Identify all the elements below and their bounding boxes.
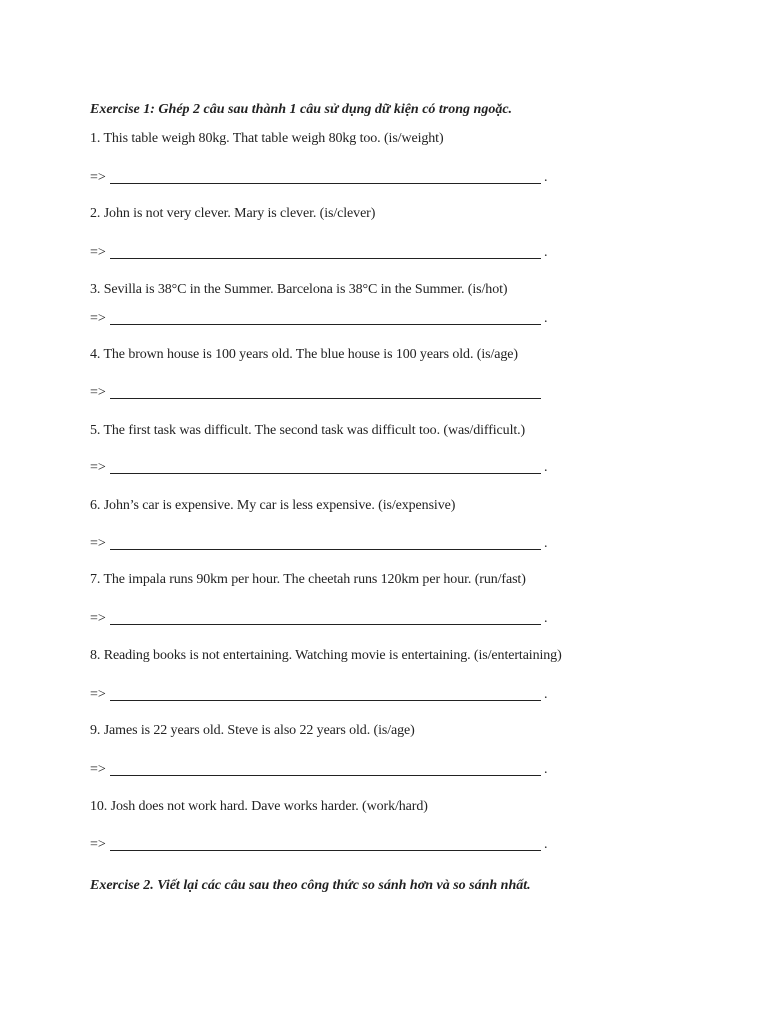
answer-arrow: => bbox=[90, 170, 106, 185]
answer-end: . bbox=[544, 611, 548, 626]
answer-blank bbox=[110, 258, 541, 259]
question-1: 1. This table weigh 80kg. That table weigh 80kg too. (is/weight) bbox=[90, 131, 444, 146]
answer-end: . bbox=[544, 837, 548, 852]
question-8: 8. Reading books is not entertaining. Watching movie is entertaining. (is/entertaining) bbox=[90, 648, 562, 663]
answer-arrow: => bbox=[90, 245, 106, 260]
answer-arrow: => bbox=[90, 687, 106, 702]
answer-arrow: => bbox=[90, 385, 106, 400]
question-7: 7. The impala runs 90km per hour. The cheetah runs 120km per hour. (run/fast) bbox=[90, 572, 526, 587]
question-6: 6. John’s car is expensive. My car is less expensive. (is/expensive) bbox=[90, 498, 456, 513]
answer-end: . bbox=[544, 762, 548, 777]
answer-end: . bbox=[544, 536, 548, 551]
answer-arrow: => bbox=[90, 611, 106, 626]
question-4: 4. The brown house is 100 years old. The blue house is 100 years old. (is/age) bbox=[90, 347, 518, 362]
question-9: 9. James is 22 years old. Steve is also 22 years old. (is/age) bbox=[90, 723, 415, 738]
answer-blank bbox=[110, 700, 541, 701]
answer-arrow: => bbox=[90, 762, 106, 777]
answer-blank bbox=[110, 324, 541, 325]
question-10: 10. Josh does not work hard. Dave works harder. (work/hard) bbox=[90, 799, 428, 814]
answer-blank bbox=[110, 850, 541, 851]
answer-arrow: => bbox=[90, 837, 106, 852]
answer-blank bbox=[110, 183, 541, 184]
question-3: 3. Sevilla is 38°C in the Summer. Barcelona is 38°C in the Summer. (is/hot) bbox=[90, 282, 508, 297]
answer-blank bbox=[110, 549, 541, 550]
answer-arrow: => bbox=[90, 536, 106, 551]
answer-end: . bbox=[544, 460, 548, 475]
answer-arrow: => bbox=[90, 311, 106, 326]
answer-end: . bbox=[544, 311, 548, 326]
answer-end: . bbox=[544, 170, 548, 185]
question-2: 2. John is not very clever. Mary is clever. (is/clever) bbox=[90, 206, 376, 221]
exercise-2-heading: Exercise 2. Viết lại các câu sau theo công thức so sánh hơn và so sánh nhất. bbox=[90, 878, 531, 893]
answer-end: . bbox=[544, 687, 548, 702]
exercise-1-heading: Exercise 1: Ghép 2 câu sau thành 1 câu sử dụng dữ kiện có trong ngoặc. bbox=[90, 102, 513, 117]
answer-blank bbox=[110, 398, 541, 399]
answer-blank bbox=[110, 775, 541, 776]
answer-blank bbox=[110, 473, 541, 474]
answer-blank bbox=[110, 624, 541, 625]
answer-end: . bbox=[544, 245, 548, 260]
answer-arrow: => bbox=[90, 460, 106, 475]
question-5: 5. The first task was difficult. The second task was difficult too. (was/difficult.) bbox=[90, 423, 526, 438]
